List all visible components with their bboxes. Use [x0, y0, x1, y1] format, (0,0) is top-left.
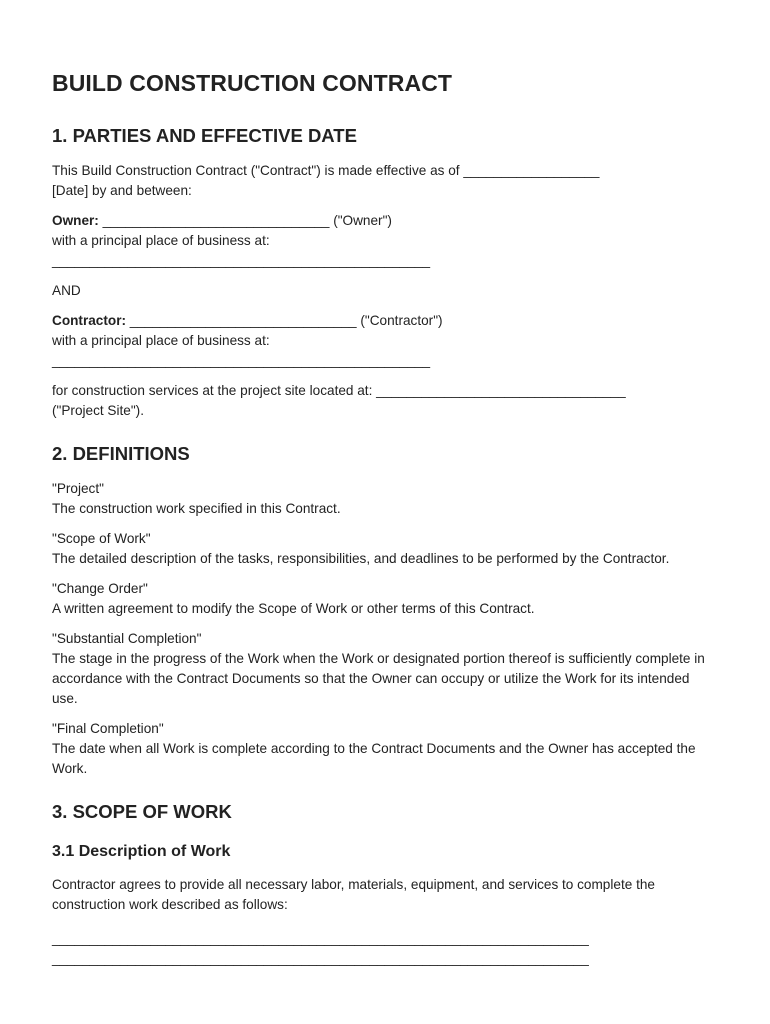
contractor-address-label: with a principal place of business at:	[52, 333, 270, 348]
definition-term: "Final Completion"	[52, 721, 164, 736]
contractor-address-blank: __________________________________________________	[52, 353, 431, 368]
definition-item	[52, 629, 718, 709]
owner-name-blank: ______________________________ ("Owner")	[98, 213, 392, 228]
definition-text: The construction work specified in this Contract.	[52, 501, 341, 516]
work-description-blank-1: _______________________________________________________________________	[52, 931, 589, 946]
definition-text: The date when all Work is complete according to the Contract Documents and the Owner has accepted the Work.	[52, 741, 696, 776]
definition-text: A written agreement to modify the Scope of Work or other terms of this Contract.	[52, 601, 535, 616]
project-site-paragraph	[52, 381, 718, 421]
and-text: AND	[52, 283, 81, 298]
definition-item	[52, 479, 718, 519]
intro-paragraph	[52, 161, 718, 201]
definition-term: "Scope of Work"	[52, 531, 151, 546]
project-site-line-1: for construction services at the project site located at: _________________________________	[52, 383, 626, 398]
contractor-label: Contractor:	[52, 313, 127, 328]
project-site-line-2: ("Project Site").	[52, 403, 144, 418]
document-title: BUILD CONSTRUCTION CONTRACT	[52, 70, 453, 96]
owner-label: Owner:	[52, 213, 99, 228]
definition-term: "Project"	[52, 481, 104, 496]
intro-line-2: [Date] by and between:	[52, 183, 192, 198]
contractor-block	[52, 311, 718, 371]
definition-term: "Substantial Completion"	[52, 631, 202, 646]
definition-term: "Change Order"	[52, 581, 148, 596]
intro-line-1: This Build Construction Contract ("Contract") is made effective as of __________________	[52, 163, 600, 178]
definition-item	[52, 719, 718, 779]
work-description-blank-2: _______________________________________________________________________	[52, 951, 589, 966]
definition-text: The stage in the progress of the Work when the Work or designated portion thereof is sufficiently complete in accordance with the Contract Documents so that the Owner can occupy or utilize the Work for its intended use.	[52, 651, 705, 706]
owner-address-label: with a principal place of business at:	[52, 233, 270, 248]
section-2-heading: 2. DEFINITIONS	[52, 443, 190, 464]
section-3-heading: 3. SCOPE OF WORK	[52, 801, 232, 822]
description-of-work-text: Contractor agrees to provide all necessary labor, materials, equipment, and services to complete the construction work described as follows:	[52, 877, 655, 912]
definition-item	[52, 579, 718, 619]
definition-text: The detailed description of the tasks, responsibilities, and deadlines to be performed by the Contractor.	[52, 551, 670, 566]
definition-item	[52, 529, 718, 569]
owner-block	[52, 211, 718, 271]
section-1-heading: 1. PARTIES AND EFFECTIVE DATE	[52, 125, 357, 146]
owner-address-blank: __________________________________________________	[52, 253, 431, 268]
subsection-3-1-heading: 3.1 Description of Work	[52, 843, 231, 860]
contractor-name-blank: ______________________________ ("Contractor")	[126, 313, 443, 328]
